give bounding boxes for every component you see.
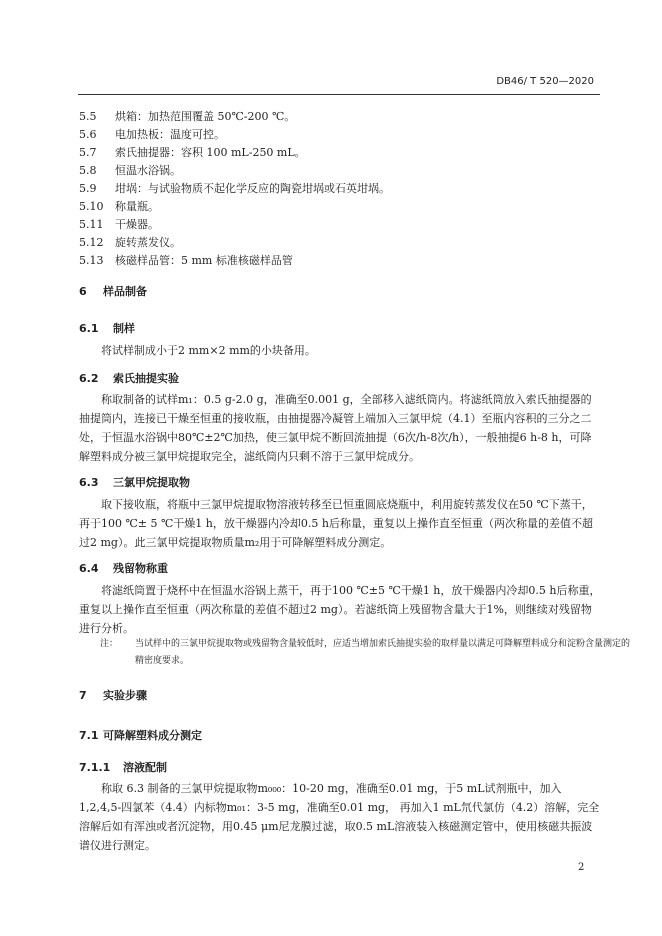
list-item-number: 5.9 <box>79 182 97 195</box>
subsection-number: 7.1 <box>79 729 99 742</box>
list-item <box>79 252 293 268</box>
list-item-number: 5.6 <box>79 128 97 141</box>
list-item-text: 恒温水浴锅。 <box>115 164 181 177</box>
subsection-title: 索氏抽提实验 <box>113 372 179 385</box>
section-number: 7 <box>79 689 87 702</box>
subsection-heading <box>79 474 190 490</box>
subsection-title: 残留物称重 <box>113 562 168 575</box>
list-item-number: 5.10 <box>79 200 104 213</box>
section-heading <box>79 283 147 299</box>
list-item <box>79 180 390 196</box>
list-item-text: 坩埚：与试验物质不起化学反应的陶瓷坩埚或石英坩埚。 <box>115 182 390 195</box>
list-item <box>79 216 159 232</box>
subsection-heading <box>79 727 202 743</box>
list-item-number: 5.11 <box>79 218 104 231</box>
subsection-title: 制样 <box>113 322 135 335</box>
section-number: 6 <box>79 285 87 298</box>
page-number: 2 <box>578 862 585 873</box>
subsection-heading <box>79 560 168 576</box>
subsection-heading <box>79 759 167 775</box>
list-item-text: 烘箱：加热范围覆盖 50℃-200 ℃。 <box>115 110 296 123</box>
subsection-number: 6.4 <box>79 562 99 575</box>
subsection-title: 三氯甲烷提取物 <box>113 476 190 489</box>
document-code: DB46/ T 520—2020 <box>496 76 594 87</box>
list-item-text: 干燥器。 <box>115 218 159 231</box>
subsection-number: 6.1 <box>79 322 99 335</box>
subsection-number: 6.3 <box>79 476 99 489</box>
list-item-text: 称量瓶。 <box>115 200 159 213</box>
list-item <box>79 198 159 214</box>
list-item <box>79 108 295 124</box>
list-item-number: 5.13 <box>79 254 104 267</box>
subsection-title: 可降解塑料成分测定 <box>103 729 202 742</box>
note-label: 注： <box>100 639 119 649</box>
subsection-heading <box>79 370 179 386</box>
list-item-text: 核磁样品管：5 mm 标准核磁样品管 <box>115 254 293 267</box>
list-item-text: 旋转蒸发仪。 <box>115 236 181 249</box>
section-heading <box>79 687 147 703</box>
list-item <box>79 234 181 250</box>
list-item-number: 5.12 <box>79 236 104 249</box>
list-item-number: 5.8 <box>79 164 97 177</box>
subsection-number: 6.2 <box>79 372 99 385</box>
list-item <box>79 162 181 178</box>
list-item-number: 5.7 <box>79 146 97 159</box>
subsection-title: 溶液配制 <box>123 761 167 774</box>
subsection-heading <box>79 320 135 336</box>
section-title: 实验步骤 <box>103 689 147 702</box>
paragraph: 称取制备的试样m₁：0.5 g-2.0 g，准确至0.001 g，全部移入滤纸筒内。将滤纸筒放入索氏抽提器的抽提筒内，连接已干燥至恒重的接收瓶，由抽提器冷凝管上端加入三氯甲烷（4.1）至瓶内容积的三分之二处，于恒温水浴锅中80℃±2℃加热，使三氯甲烷不断回流抽提（6次/h-8次/h），一般抽提6 h-8 h，可降解塑料成分被三氯甲烷提取完全，滤纸筒内只剩不溶于三氯甲烷成分。 <box>79 393 592 463</box>
note <box>100 636 635 670</box>
paragraph: 将试样制成小于2 mm×2 mm的小块备用。 <box>101 344 316 357</box>
note-text: 当试样中的三氯甲烷提取物或残留物含量较低时，应适当增加索氏抽提实验的取样量以满足可降解塑料成分和淀粉含量测定的精密度要求。 <box>135 639 631 666</box>
list-item <box>79 126 225 142</box>
list-item-text: 索氏抽提器：容积 100 mL-250 mL。 <box>115 146 306 159</box>
header-rule <box>78 94 600 95</box>
section-title: 样品制备 <box>103 285 147 298</box>
paragraph: 称取 6.3 制备的三氯甲烷提取物m₀₀₀：10-20 mg，准确至0.01 mg，于5 mL试剂瓶中，加入1,2,4,5-四氯苯（4.4）内标物m₀₁：3-5 mg，准确至0.01 mg， 再加入1 mL氘代氯仿（4.2）溶解，完全溶解后如有浑浊或者沉淀物，用0.45 μm尼龙膜过滤，取0.5 mL溶液装入核磁测定管中，使用核磁共振波谱仪进行测定。 <box>79 782 600 852</box>
subsection-number: 7.1.1 <box>79 761 111 774</box>
paragraph: 取下接收瓶，将瓶中三氯甲烷提取物溶液转移至已恒重圆底烧瓶中，利用旋转蒸发仪在50 ℃下蒸干，再于100 ℃± 5 ℃干燥1 h，放干燥器内冷却0.5 h后称量，重复以上操作直至恒重（两次称量的差值不超过2 mg）。此三氯甲烷提取物质量m₂用于可降解塑料成分测定。 <box>79 498 593 549</box>
list-item-number: 5.5 <box>79 110 97 123</box>
list-item <box>79 144 306 160</box>
paragraph: 将滤纸筒置于烧杯中在恒温水浴锅上蒸干，再于100 ℃±5 ℃干燥1 h，放干燥器内冷却0.5 h后称重，重复以上操作直至恒重（两次称量的差值不超过2 mg）。若滤纸筒上残留物含量大于1%，则继续对残留物进行分析。 <box>79 584 601 635</box>
list-item-text: 电加热板：温度可控。 <box>115 128 225 141</box>
